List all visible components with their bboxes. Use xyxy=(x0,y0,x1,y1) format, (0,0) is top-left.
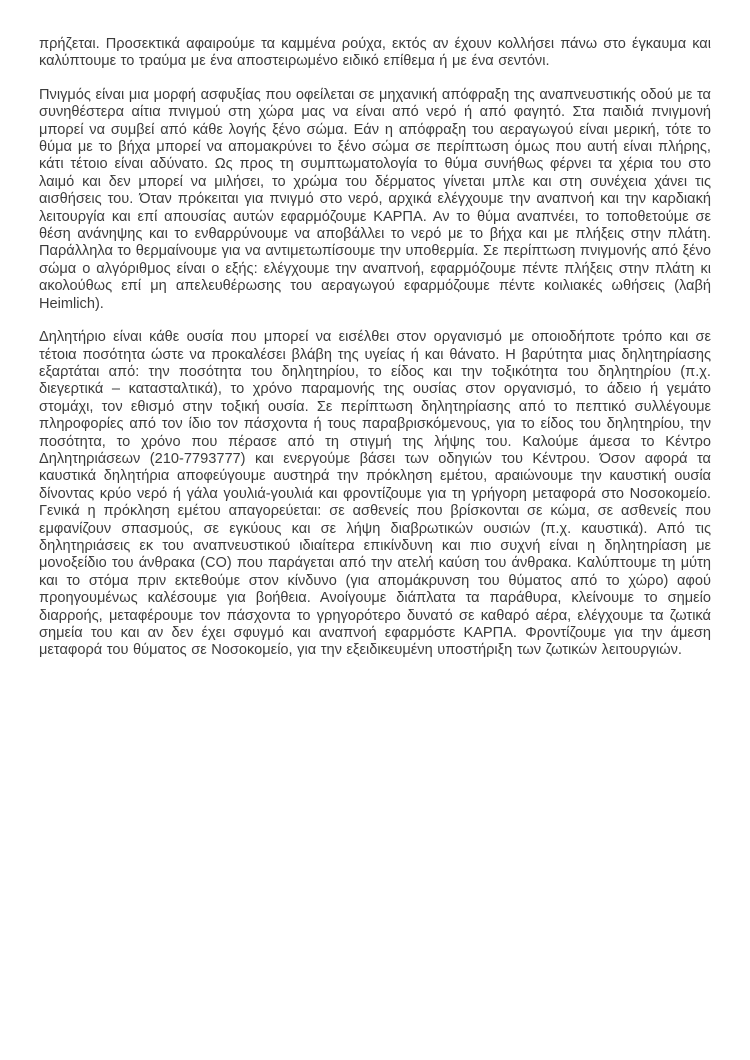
paragraph-burns-continuation: πρήζεται. Προσεκτικά αφαιρούμε τα καμμένα ρούχα, εκτός αν έχουν κολλήσει πάνω στο έγκαυμα και καλύπτουμε το τραύμα με ένα αποστειρωμένο ειδικό επίθεμα ή με ένα σεντόνι. xyxy=(39,36,711,70)
paragraph-poisoning: Δηλητήριο είναι κάθε ουσία που μπορεί να εισέλθει στον οργανισμό με οποιοδήποτε τρόπο και σε τέτοια ποσότητα ώστε να προκαλέσει βλάβη της υγείας ή και θάνατο. Η βαρύτητα μιας δηλητηρίασης εξαρτάται από: την ποσότητα του δηλητηρίου, το είδος και την τοξικότητα του δηλητηρίου (π.χ. διεγερτικά – κατασταλτικά), το χρόνο παραμονής της ουσίας στον οργανισμό, το άδειο ή γεμάτο στομάχι, τον εθισμό στην τοξική ουσία. Σε περίπτωση δηλητηρίασης από το πεπτικό συλλέγουμε πληροφορίες από τον ίδιο τον πάσχοντα ή τους παραβρισκόμενους, για το είδος του δηλητηρίου, την ποσότητα, το χρόνο που πέρασε από τη στιγμή της λήψης του. Καλούμε άμεσα το Κέντρο Δηλητηριάσεων (210-7793777) και ενεργούμε βάσει των οδηγιών του Κέντρου. Όσον αφορά τα καυστικά δηλητήρια αποφεύγουμε αυστηρά την πρόκληση εμέτου, αραιώνουμε την καυστική ουσία δίνοντας κρύο νερό ή γάλα γουλιά-γουλιά και φροντίζουμε για τη γρήγορη μεταφορά στο Νοσοκομείο. Γενικά η πρόκληση εμέτου απαγορεύεται: σε ασθενείς που βρίσκονται σε κώμα, σε ασθενείς που εμφανίζουν σπασμούς, σε εγκύους και σε λήψη διαβρωτικών ουσιών (π.χ. καυστικά). Από τις δηλητηριάσεις εκ του αναπνευστικού ιδιαίτερα επικίνδυνη και πιο συχνή είναι η δηλητηρίαση με μονοξείδιο του άνθρακα (CO) που παράγεται από την ατελή καύση του άνθρακα. Καλύπτουμε τη μύτη και το στόμα πριν εκτεθούμε στον κίνδυνο (για απομάκρυνση του θύματος από το χώρο) αφού προηγουμένως καλέσουμε για βοήθεια. Ανοίγουμε διάπλατα τα παράθυρα, κλείνουμε το σημείο διαρροής, μεταφέρουμε τον πάσχοντα το γρηγορότερο δυνατό σε καθαρό αέρα, ελέγχουμε τα ζωτικά σημεία του και αν δεν έχει σφυγμό και αναπνοή εφαρμόστε ΚΑΡΠΑ. Φροντίζουμε για την άμεση μεταφορά του θύματος σε Νοσοκομείο, για την εξειδικευμένη υποστήριξη των ζωτικών λειτουργιών. xyxy=(39,329,711,659)
paragraph-drowning-choking: Πνιγμός είναι μια μορφή ασφυξίας που οφείλεται σε μηχανική απόφραξη της αναπνευστικής οδού με τα συνηθέστερα αίτια πνιγμού στη χώρα μας να είναι από νερό ή από φαγητό. Στα παιδιά πνιγμονή μπορεί να συμβεί από κάθε λογής ξένο σώμα. Εάν η απόφραξη του αεραγωγού είναι μερική, τότε το θύμα με το βήχα μπορεί να απομακρύνει το ξένο σώμα σε περίπτωση όμως που αυτή είναι πλήρης, κάτι τέτοιο είναι αδύνατο. Ως προς τη συμπτωματολογία το θύμα συνήθως φέρνει τα χέρια του στο λαιμό και δεν μπορεί να μιλήσει, το χρώμα του δέρματος γίνεται μπλε και στη συνέχεια χάνει τις αισθήσεις του. Όταν πρόκειται για πνιγμό στο νερό, αρχικά ελέγχουμε την αναπνοή και την καρδιακή λειτουργία και επί απουσίας αυτών εφαρμόζουμε ΚΑΡΠΑ. Αν το θύμα αναπνέει, το τοποθετούμε σε θέση ανάνηψης και το ενθαρρύνουμε να αποβάλλει το νερό με το βήχα και με πλήξεις στην πλάτη. Παράλληλα το θερμαίνουμε για να αντιμετωπίσουμε την υποθερμία. Σε περίπτωση πνιγμονής από ξένο σώμα ο αλγόριθμος είναι ο εξής: ελέγχουμε την αναπνοή, εφαρμόζουμε πέντε πλήξεις στην πλάτη κι ακολούθως επί μη απελευθέρωσης του αεραγωγού εφαρμόζουμε πέντε κοιλιακές ωθήσεις (λαβή Heimlich). xyxy=(39,86,711,312)
